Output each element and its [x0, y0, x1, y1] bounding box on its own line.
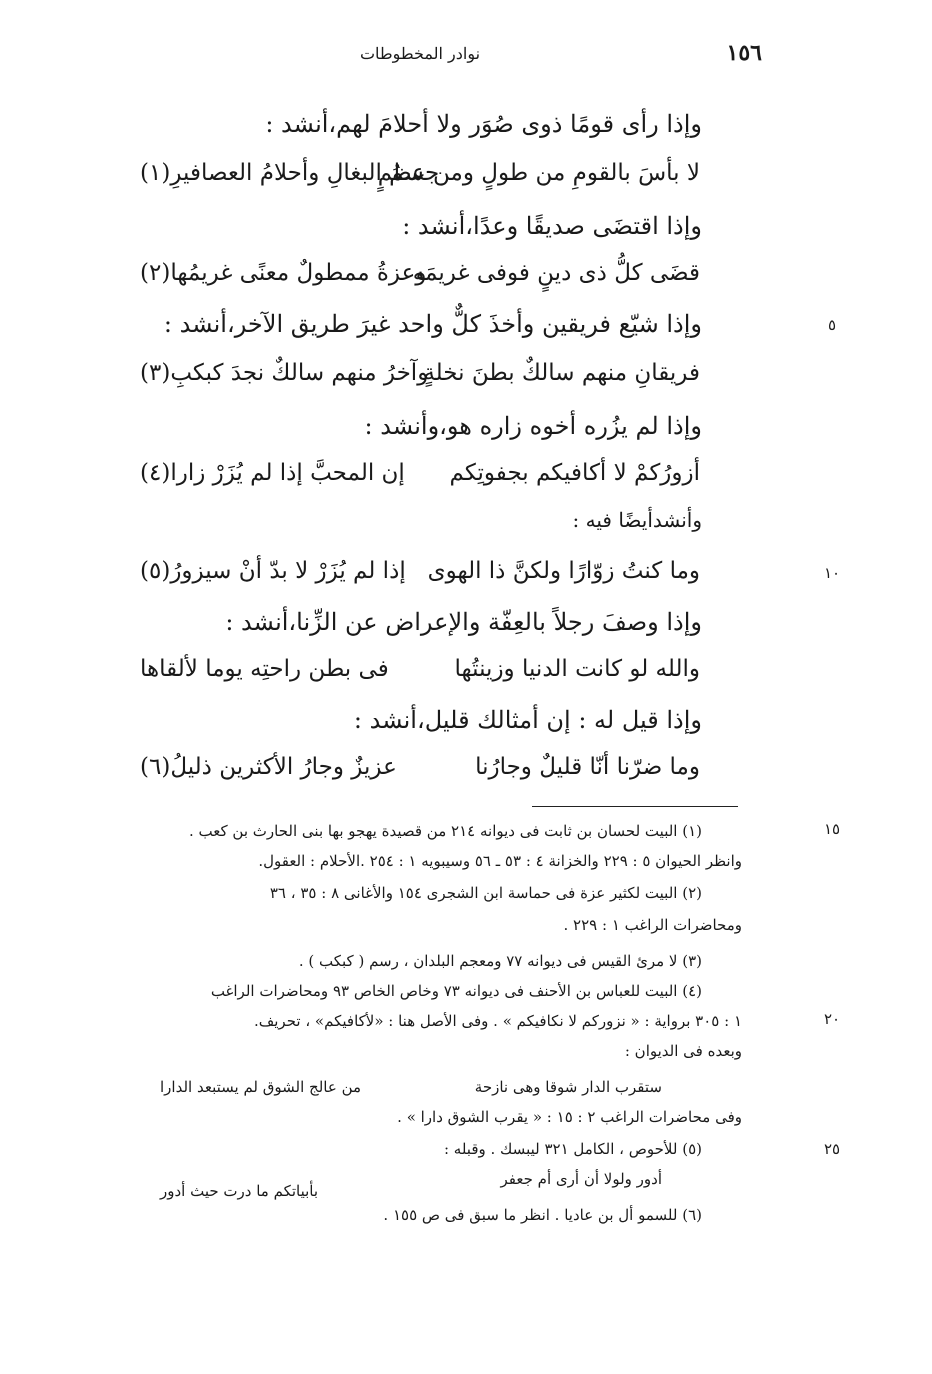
running-header-title: نوادر المخطوطات	[359, 44, 481, 63]
verse-second-hemistich: وآخرُ منهم سالكٌ نجدَ كبكبِ(٣)	[140, 360, 429, 386]
verse-second-hemistich: إذا لم يُزَرْ لا بدّ أنْ سيزورُ(٥)	[140, 558, 406, 584]
footnote-verse-first-hemistich: أدور ولولا أن أرى أم جعفر	[500, 1170, 662, 1188]
prose-line: وإذا لم يزُره أخوه زاره هو،وأنشد :	[364, 412, 702, 440]
verse-first-hemistich: أزورُكمْ لا أكافيكم بجفوتِكم	[449, 460, 700, 486]
footnote-line: وبعده فى الديوان :	[624, 1042, 742, 1060]
verse-second-hemistich: عزيزٌ وجارُ الأكثرين ذليلُ(٦)	[140, 754, 397, 780]
prose-line: وأنشدأيضًا فيه :	[572, 508, 702, 532]
verse-first-hemistich: قضَى كلُّ ذى دينٍ فوفى غريمَه	[412, 260, 700, 286]
verse-second-hemistich: فى بطن راحتِه يوما لألقاها	[140, 656, 389, 682]
verse-second-hemistich: جسمُ البغالِ وأحلامُ العصافيرِ(١)	[140, 160, 440, 186]
margin-line-number: ٥	[827, 316, 837, 334]
prose-line: وإذا قيل له : إن أمثالك قليل،أنشد :	[353, 706, 702, 734]
verse-first-hemistich: وما كنتُ زوّارًا ولكنَّ ذا الهوى	[427, 558, 700, 584]
footnote-line: (٢) البيت لكثير عزة فى حماسة ابن الشجرى ١٥٤ والأغانى ٨ : ٣٥ ، ٣٦	[269, 884, 702, 902]
footnote-line: (٣) لا مرئ القيس فى ديوانه ٧٧ ومعجم البلدان ، رسم ( كبكب ) .	[298, 952, 702, 970]
verse-first-hemistich: لا بأسَ بالقومِ من طولٍ ومن عظمٍ	[377, 160, 700, 186]
verse-second-hemistich: إن المحبَّ إذا لم يُزَرْ زارا(٤)	[140, 460, 405, 486]
verse-second-hemistich: وعزةُ ممطولٌ معنًى غريمُها(٢)	[140, 260, 427, 286]
prose-line: وإذا شيّع فريقين وأخذَ كلٌّ واحد غيرَ طريق الآخر،أنشد :	[163, 310, 702, 338]
margin-line-number: ١٠	[823, 564, 841, 582]
page-number: ١٥٦	[726, 40, 762, 66]
footnote-line: وفى محاضرات الراغب ٢ : ١٥ : « يقرب الشوق دارا » .	[397, 1108, 742, 1126]
margin-line-number: ٢٠	[823, 1010, 841, 1028]
footnote-line: (٥) للأحوص ، الكامل ٣٢١ ليبسك . وقبله :	[443, 1140, 702, 1158]
verse-first-hemistich: وما ضرّنا أنّا قليلٌ وجارُنا	[475, 754, 700, 780]
footnote-line: ومحاضرات الراغب ١ : ٢٢٩ .	[563, 916, 742, 934]
footnote-line: (٦) للسمو أل بن عاديا . انظر ما سبق فى ص ١٥٥ .	[383, 1206, 702, 1224]
footnote-line: (٤) البيت للعباس بن الأحنف فى ديوانه ٧٣ وخاص الخاص ٩٣ ومحاضرات الراغب	[210, 982, 702, 1000]
prose-line: وإذا وصفَ رجلاً بالعِفّة والإعراض عن الزِّنا،أنشد :	[225, 608, 702, 636]
footnote-line: وانظر الحيوان ٥ : ٢٢٩ والخزانة ٤ : ٥٣ ـ ٥٦ وسيبويه ١ : ٢٥٤ .الأحلام : العقول.	[258, 852, 742, 870]
verse-first-hemistich: والله لو كانت الدنيا وزينتُها	[454, 656, 700, 682]
margin-line-number: ١٥	[823, 820, 841, 838]
footnote-verse-first-hemistich: ستقرب الدار شوقا وهى نازحة	[474, 1078, 662, 1096]
prose-line: وإذا رأى قومًا ذوى صُوَر ولا أحلامَ لهم،أنشد :	[265, 110, 702, 138]
margin-line-number: ٢٥	[823, 1140, 841, 1158]
footnote-line: ١ : ٣٠٥ برواية : « نزوركم لا نكافيكم » . وفى الأصل هنا : «لأكافيكم» ، تحريف.	[253, 1012, 742, 1030]
footnote-line: (١) البيت لحسان بن ثابت فى ديوانه ٢١٤ من قصيدة يهجو بها بنى الحارث بن كعب .	[189, 822, 702, 840]
footnote-separator	[532, 806, 738, 807]
prose-line: وإذا اقتضَى صديقًا وعدًا،أنشد :	[402, 212, 702, 240]
footnote-verse-second-hemistich: من عالج الشوق لم يستبعد الدارا	[160, 1078, 362, 1096]
footnote-verse-second-hemistich: بأبياتكم ما درت حيث أدور	[160, 1182, 319, 1200]
verse-first-hemistich: فريقانِ منهم سالكٌ بطنَ نخلةٍ	[423, 360, 700, 386]
